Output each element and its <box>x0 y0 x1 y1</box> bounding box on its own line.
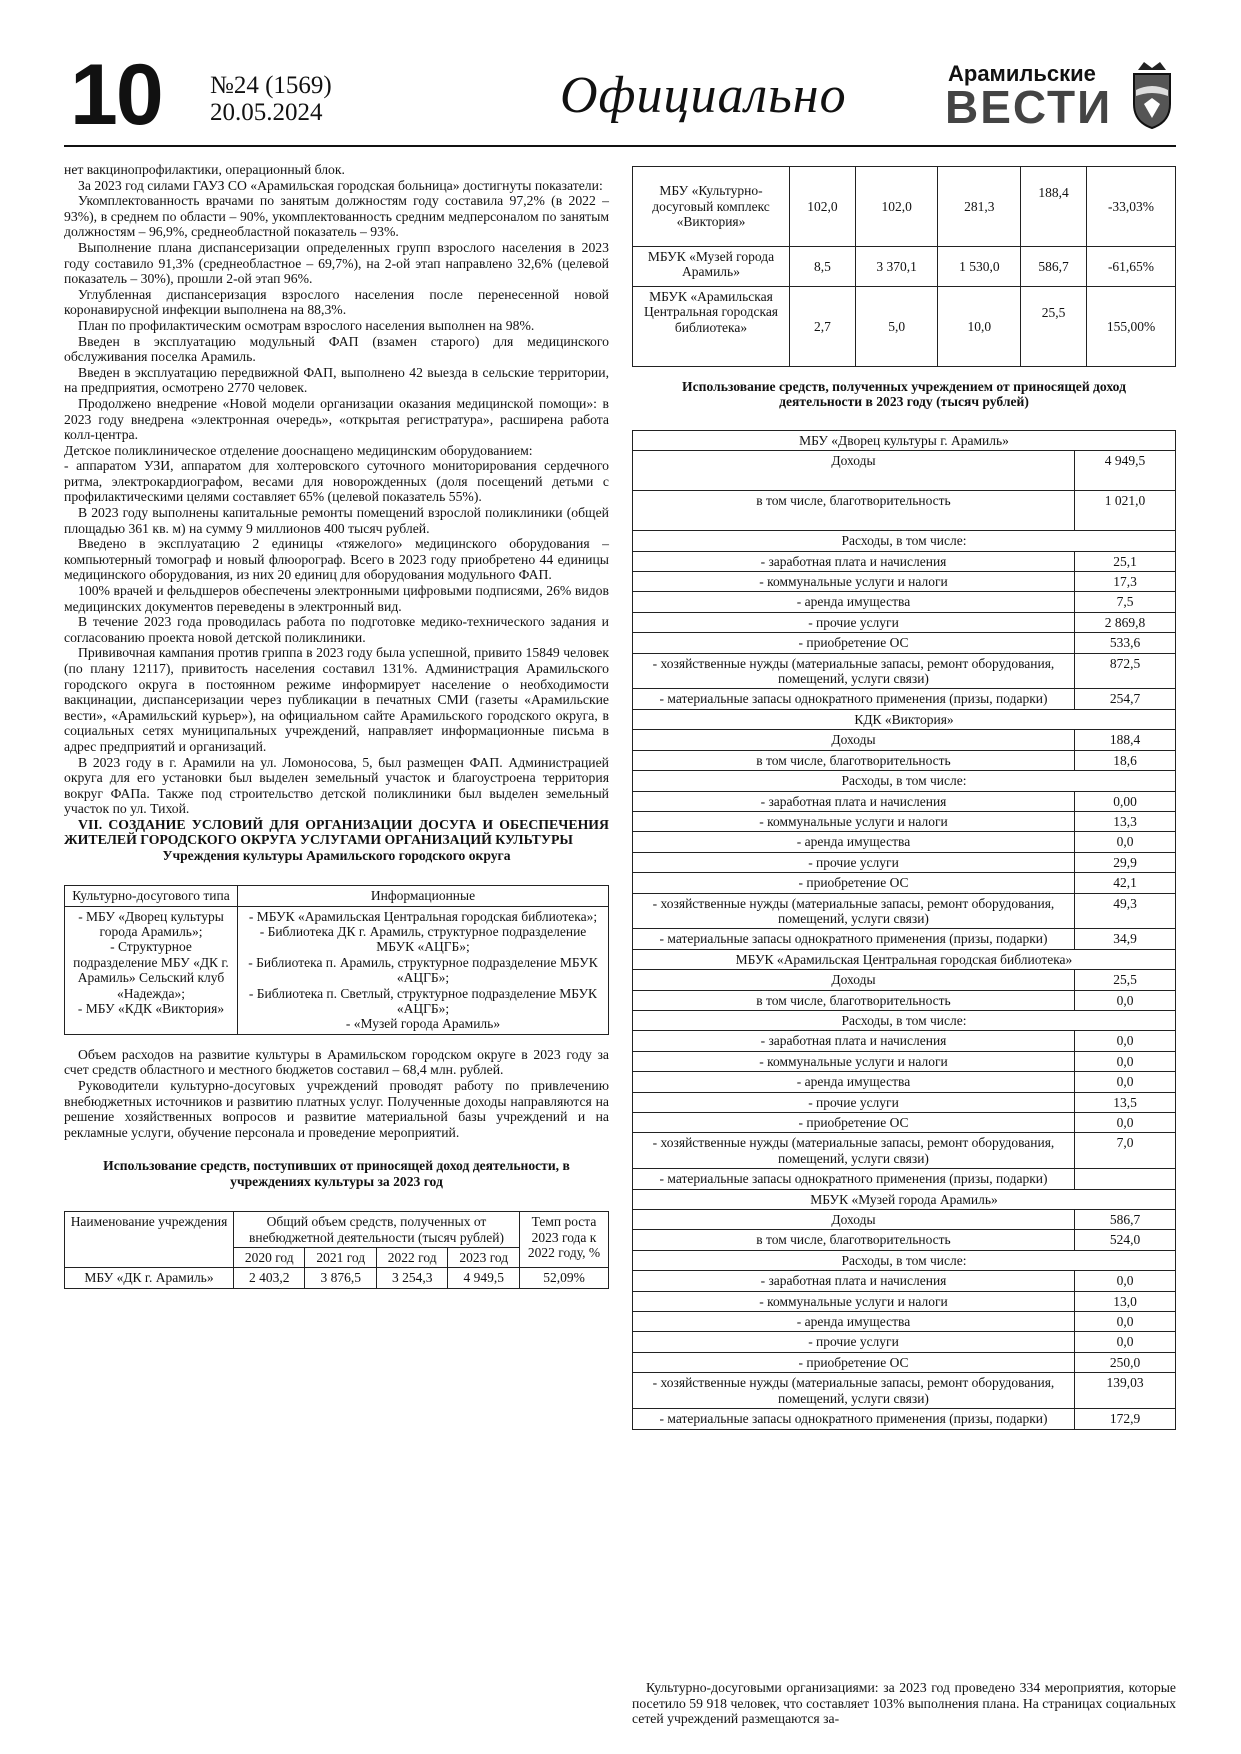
usage-item-label: в том числе, благотворительность <box>633 1230 1075 1250</box>
usage-item-label: - материальные запасы однократного применения (призы, подарки) <box>633 929 1075 949</box>
usage-row <box>633 653 1176 689</box>
usage-section-header: МБУ «Дворец культуры г. Арамиль» <box>633 430 1176 450</box>
issue-number: №24 (1569) <box>210 72 332 99</box>
value-cell: 2 403,2 <box>234 1268 305 1288</box>
usage-item-value: 0,00 <box>1075 791 1176 811</box>
usage-row <box>633 873 1176 893</box>
institution-name: МБУК «Музей города Арамиль» <box>633 247 790 287</box>
paragraph: Введен в эксплуатацию передвижной ФАП, выполнено 42 выезда в сельские территории, на предприятия, осмотрено 2770 человек. <box>64 364 609 396</box>
usage-item-label: - заработная плата и начисления <box>633 1031 1075 1051</box>
usage-item-value: 0,0 <box>1075 1051 1176 1071</box>
usage-item-label: - прочие услуги <box>633 612 1075 632</box>
paragraph: План по профилактическим осмотрам взрослого населения выполнен на 98%. <box>78 317 535 333</box>
usage-section-row <box>633 430 1176 450</box>
rate-cell: 52,09% <box>520 1268 609 1288</box>
paragraph: Продолжено внедрение «Новой модели организации оказания медицинской помощи»: в 2023 году внедрена «электронная очередь», «открытая регистратура», расширена работа колл-центра. <box>64 395 609 443</box>
usage-row <box>633 1312 1176 1332</box>
usage-row <box>633 811 1176 831</box>
usage-item-value: 139,03 <box>1075 1373 1176 1409</box>
value-cell: 10,0 <box>938 287 1021 367</box>
coat-of-arms-icon <box>1130 60 1174 130</box>
paragraph: Введено в эксплуатацию 2 единицы «тяжелого» медицинского оборудования – компьютерный томограф и новый флюорограф. Всего в 2023 году приобретено 44 единицы медицинского оборудования, из них 20 единиц для оборудования модульного ФАП. <box>64 536 609 583</box>
value-cell: 586,7 <box>1021 247 1087 287</box>
usage-row <box>633 893 1176 929</box>
usage-item-value: 25,1 <box>1075 551 1176 571</box>
usage-section-header: КДК «Виктория» <box>633 709 1176 729</box>
usage-item-label: - аренда имущества <box>633 1072 1075 1092</box>
usage-row <box>633 1291 1176 1311</box>
usage-item-label: - коммунальные услуги и налоги <box>633 572 1075 592</box>
value-cell: 102,0 <box>790 167 856 247</box>
usage-row <box>633 791 1176 811</box>
paragraph: За 2023 год силами ГАУЗ СО «Арамильская городская больница» достигнуты показатели: <box>78 177 603 193</box>
income-table-continued <box>632 166 1176 367</box>
usage-row <box>633 750 1176 770</box>
usage-row <box>633 929 1176 949</box>
income-header-name: Наименование учреждения <box>65 1212 234 1268</box>
usage-item-label: - аренда имущества <box>633 832 1075 852</box>
usage-item-value: 17,3 <box>1075 572 1176 592</box>
paragraph: Выполнение плана диспансеризации определенных групп взрослого населения в 2023 году составило 91,3% (среднеобластное – 69,7%), на 2-ой этап направлено 32,6% (целевой показатель – 30%), прошли 2-ой этап 96%. <box>64 239 609 287</box>
year-header: 2020 год <box>234 1248 305 1268</box>
usage-item-label: - прочие услуги <box>633 1332 1075 1352</box>
usage-row <box>633 730 1176 750</box>
usage-table-caption: Использование средств, полученных учреждением от приносящей доход деятельности в 2023 году (тысяч рублей) <box>682 379 1126 410</box>
issue-date: 20.05.2024 <box>210 99 323 126</box>
usage-section-row <box>633 949 1176 969</box>
usage-item-value: 0,0 <box>1075 990 1176 1010</box>
usage-item-value: 0,0 <box>1075 1072 1176 1092</box>
usage-item-label: Доходы <box>633 1210 1075 1230</box>
usage-row <box>633 1373 1176 1409</box>
usage-row <box>633 1230 1176 1250</box>
usage-item-label: - хозяйственные нужды (материальные запасы, ремонт оборудования, помещений, услуги связи) <box>633 1133 1075 1169</box>
usage-item-value: 25,5 <box>1075 970 1176 990</box>
value-cell: 4 949,5 <box>448 1268 520 1288</box>
table-row <box>633 167 1176 247</box>
year-header: 2021 год <box>305 1248 376 1268</box>
usage-section-header: Расходы, в том числе: <box>633 1010 1176 1030</box>
usage-item-value: 49,3 <box>1075 893 1176 929</box>
usage-item-value: 0,0 <box>1075 1031 1176 1051</box>
paragraph: Введен в эксплуатацию модульный ФАП (взамен старого) для медицинского обслуживания поселка Арамиль. <box>64 333 609 365</box>
income-table-caption: Использование средств, поступивших от приносящей доход деятельности, в учреждениях культуры за 2023 год <box>103 1158 570 1189</box>
right-column <box>632 166 1176 1430</box>
usage-item-value: 524,0 <box>1075 1230 1176 1250</box>
usage-row <box>633 1271 1176 1291</box>
value-cell: 281,3 <box>938 167 1021 247</box>
usage-item-value: 872,5 <box>1075 653 1176 689</box>
income-header-rate: Темп роста 2023 года к 2022 году, % <box>520 1212 609 1268</box>
usage-row <box>633 1352 1176 1372</box>
usage-row <box>633 832 1176 852</box>
paragraph: Руководители культурно-досуговых учреждений проводят работу по привлечению внебюджетных источников и развитию платных услуг. Полученные доходы направляются на решение хозяйственных вопросов и развитие материальной базы учреждений и на рекламные услуги, обучение персонала и проведение мероприятий. <box>64 1078 609 1140</box>
usage-item-value: 0,0 <box>1075 1312 1176 1332</box>
income-table <box>64 1211 609 1289</box>
usage-row <box>633 970 1176 990</box>
usage-item-label: - коммунальные услуги и налоги <box>633 811 1075 831</box>
usage-item-value: 533,6 <box>1075 633 1176 653</box>
usage-item-label: - хозяйственные нужды (материальные запасы, ремонт оборудования, помещений, услуги связи) <box>633 653 1075 689</box>
usage-item-label: - приобретение ОС <box>633 1352 1075 1372</box>
usage-item-value: 2 869,8 <box>1075 612 1176 632</box>
institution-item: - МБУ «Дворец культуры города Арамиль»; <box>78 908 224 939</box>
institutions-caption: Учреждения культуры Арамильского городского округа <box>162 847 511 863</box>
usage-item-value: 0,0 <box>1075 1332 1176 1352</box>
usage-item-value: 4 949,5 <box>1075 451 1176 491</box>
value-cell: 3 370,1 <box>855 247 938 287</box>
institution-item: - Библиотека п. Светлый, структурное подразделение МБУК «АЦГБ»; <box>248 985 598 1016</box>
value-cell: 188,4 <box>1021 167 1087 247</box>
year-header: 2022 год <box>376 1248 447 1268</box>
usage-item-value: 7,0 <box>1075 1133 1176 1169</box>
institution-item: - МБУК «Арамильская Центральная городская библиотека»; <box>248 908 598 924</box>
income-header-total: Общий объем средств, полученных от внебюджетной деятельности (тысяч рублей) <box>234 1212 520 1248</box>
value-cell: 1 530,0 <box>938 247 1021 287</box>
usage-row <box>633 1169 1176 1189</box>
usage-item-value: 172,9 <box>1075 1409 1176 1429</box>
usage-item-value: 13,0 <box>1075 1291 1176 1311</box>
usage-item-label: в том числе, благотворительность <box>633 491 1075 531</box>
usage-item-label: - материальные запасы однократного применения (призы, подарки) <box>633 1409 1075 1429</box>
institution-name: МБУ «Культурно-досуговый комплекс «Виктория» <box>633 167 790 247</box>
usage-section-row <box>633 709 1176 729</box>
value-cell: 25,5 <box>1021 287 1087 367</box>
usage-item-value: 0,0 <box>1075 832 1176 852</box>
usage-row <box>633 572 1176 592</box>
usage-item-label: в том числе, благотворительность <box>633 990 1075 1010</box>
usage-table <box>632 430 1176 1430</box>
usage-item-label: - коммунальные услуги и налоги <box>633 1051 1075 1071</box>
usage-row <box>633 1051 1176 1071</box>
usage-item-label: - хозяйственные нужды (материальные запасы, ремонт оборудования, помещений, услуги связи) <box>633 1373 1075 1409</box>
institution-item: - Структурное подразделение МБУ «ДК г. Арамиль» Сельский клуб «Надежда»; <box>73 939 229 1001</box>
usage-row <box>633 1092 1176 1112</box>
usage-item-value: 0,0 <box>1075 1113 1176 1133</box>
info-institutions-cell <box>238 906 609 1034</box>
table-row <box>633 247 1176 287</box>
institutions-header-info: Информационные <box>238 886 609 906</box>
usage-row <box>633 1210 1176 1230</box>
usage-item-label: - приобретение ОС <box>633 633 1075 653</box>
usage-row <box>633 451 1176 491</box>
usage-item-value: 1 021,0 <box>1075 491 1176 531</box>
institutions-header-leisure: Культурно-досугового типа <box>65 886 238 906</box>
paragraph: В течение 2023 года проводилась работа по подготовке медико-технического задания и согласованию проекта новой детской поликлиники. <box>64 614 609 645</box>
year-header: 2023 год <box>448 1248 520 1268</box>
value-cell: 5,0 <box>855 287 938 367</box>
chapter-heading: VII. СОЗДАНИЕ УСЛОВИЙ ДЛЯ ОРГАНИЗАЦИИ ДОСУГА И ОБЕСПЕЧЕНИЯ ЖИТЕЛЕЙ ГОРОДСКОГО ОКРУГА УСЛУГАМИ ОРГАНИЗАЦИЙ КУЛЬТУРЫ <box>64 816 609 848</box>
usage-item-label: - заработная плата и начисления <box>633 551 1075 571</box>
usage-item-value: 7,5 <box>1075 592 1176 612</box>
paragraph: 100% врачей и фельдшеров обеспечены электронными цифровыми подписями, 26% видов медицинских документов переведены в электронный вид. <box>64 583 609 614</box>
usage-item-value: 13,5 <box>1075 1092 1176 1112</box>
usage-section-header: Расходы, в том числе: <box>633 1250 1176 1270</box>
table-row <box>65 1268 609 1288</box>
usage-item-label: - заработная плата и начисления <box>633 791 1075 811</box>
left-column <box>64 162 609 1289</box>
usage-item-label: Доходы <box>633 970 1075 990</box>
issue-info <box>210 72 332 126</box>
paragraph: Углубленная диспансеризация взрослого населения после перенесенной новой коронавирусной инфекции выполнена на 88,3%. <box>64 286 609 318</box>
page-number: 10 <box>70 47 162 143</box>
paragraph: - аппаратом УЗИ, аппаратом для холтеровского суточного мониторирования сердечного ритма, электрокардиографом, весами для новорожденных (доля посещений детьми с профилактическими целями составляет 65% (целевой показатель 55%). <box>64 458 609 505</box>
usage-item-label: - прочие услуги <box>633 852 1075 872</box>
usage-item-value: 0,0 <box>1075 1271 1176 1291</box>
usage-section-row <box>633 1189 1176 1209</box>
usage-item-label: - аренда имущества <box>633 592 1075 612</box>
usage-section-header: МБУК «Арамильская Центральная городская библиотека» <box>633 949 1176 969</box>
institution-item: - Библиотека ДК г. Арамиль, структурное подразделение МБУК «АЦГБ»; <box>259 923 587 955</box>
usage-row <box>633 551 1176 571</box>
paragraph: Объем расходов на развитие культуры в Арамильском городском округе в 2023 году за счет средств областного и местного бюджетов составил – 68,4 млн. рублей. <box>64 1046 609 1078</box>
usage-item-value: 586,7 <box>1075 1210 1176 1230</box>
value-cell: 2,7 <box>790 287 856 367</box>
value-cell: 3 254,3 <box>376 1268 447 1288</box>
usage-row <box>633 1031 1176 1051</box>
usage-item-value: 29,9 <box>1075 852 1176 872</box>
usage-item-value: 34,9 <box>1075 929 1176 949</box>
paragraph: Укомплектованность врачами по занятым должностям году составила 97,2% (в 2022 – 93%), в среднем по области – 90%, укомплектованность средним медперсоналом по занятым должностям – 96,9%, среднеобластной показатель – 93%. <box>64 193 609 240</box>
usage-item-label: - материальные запасы однократного применения (призы, подарки) <box>633 689 1075 709</box>
rate-cell: 155,00% <box>1087 287 1176 367</box>
institution-item: - МБУ «КДК «Виктория» <box>77 1001 225 1016</box>
usage-item-label: - материальные запасы однократного применения (призы, подарки) <box>633 1169 1075 1189</box>
rubric-title: Официально <box>560 67 847 124</box>
usage-row <box>633 689 1176 709</box>
leisure-institutions-cell <box>65 906 238 1034</box>
usage-item-label: в том числе, благотворительность <box>633 750 1075 770</box>
usage-section-header: Расходы, в том числе: <box>633 531 1176 551</box>
institution-name: МБУ «ДК г. Арамиль» <box>65 1268 234 1288</box>
usage-item-label: - приобретение ОС <box>633 1113 1075 1133</box>
usage-item-value <box>1075 1169 1176 1189</box>
institution-item: - «Музей города Арамиль» <box>345 1016 501 1032</box>
usage-item-label: - аренда имущества <box>633 1312 1075 1332</box>
usage-row <box>633 1133 1176 1169</box>
rate-cell: -33,03% <box>1087 167 1176 247</box>
usage-item-value: 188,4 <box>1075 730 1176 750</box>
header-rule <box>64 145 1176 147</box>
paragraph: Культурно-досуговыми организациями: за 2023 год проведено 334 мероприятия, которые посетило 59 918 человек, что составляет 103% выполнения плана. На страницах социальных сетей учреждений размещаются за- <box>632 1680 1176 1727</box>
usage-item-label: - прочие услуги <box>633 1092 1075 1112</box>
usage-section-header: Расходы, в том числе: <box>633 771 1176 791</box>
usage-item-value: 18,6 <box>1075 750 1176 770</box>
usage-row <box>633 852 1176 872</box>
institution-item: - Библиотека п. Арамиль, структурное подразделение МБУК «АЦГБ»; <box>248 954 598 986</box>
paragraph: нет вакцинопрофилактики, операционный блок. <box>64 162 345 177</box>
paragraph: Детское поликлиническое отделение дооснащено медицинским оборудованием: <box>64 442 533 458</box>
usage-row <box>633 1113 1176 1133</box>
paragraph: В 2023 году выполнены капитальные ремонты помещений взрослой поликлиники (общей площадью 361 кв. м) на сумму 9 миллионов 400 тысяч рублей. <box>64 505 609 536</box>
usage-row <box>633 1409 1176 1429</box>
usage-item-value: 250,0 <box>1075 1352 1176 1372</box>
value-cell: 8,5 <box>790 247 856 287</box>
paragraph: В 2023 году в г. Арамили на ул. Ломоносова, 5, был размещен ФАП. Администрацией округа для его установки был выделен земельный участок и благоустроена территория вокруг ФАПа. Также под строительство детской поликлиники был выделен земельный участок по ул. Тихой. <box>64 754 609 817</box>
usage-item-value: 13,3 <box>1075 811 1176 831</box>
usage-item-label: - приобретение ОС <box>633 873 1075 893</box>
value-cell: 102,0 <box>855 167 938 247</box>
page-header <box>0 0 1241 146</box>
usage-row <box>633 491 1176 531</box>
usage-item-value: 254,7 <box>1075 689 1176 709</box>
usage-section-row <box>633 1010 1176 1030</box>
rate-cell: -61,65% <box>1087 247 1176 287</box>
brand-name-line2: ВЕСТИ <box>945 81 1113 133</box>
usage-item-label: - хозяйственные нужды (материальные запасы, ремонт оборудования, помещений, услуги связи) <box>633 893 1075 929</box>
usage-item-label: Доходы <box>633 451 1075 491</box>
usage-item-label: - заработная плата и начисления <box>633 1271 1075 1291</box>
usage-row <box>633 612 1176 632</box>
usage-section-header: МБУК «Музей города Арамиль» <box>633 1189 1176 1209</box>
usage-section-row <box>633 771 1176 791</box>
usage-item-label: - коммунальные услуги и налоги <box>633 1291 1075 1311</box>
usage-row <box>633 990 1176 1010</box>
paragraph: Прививочная кампания против гриппа в 2023 году была успешной, привито 15849 человек (по плану 12117), привитость населения составил 131%. Администрация Арамильского городского округа в постоянном режиме информирует население о необходимости вакцинации, диспансеризации через публикации в печатных СМИ (газеты «Арамильские вести», «Арамильский курьер»), на официальном сайте Арамильского городского округа, в социальных сетях муниципальных учреждений, направляет информационные письма в адрес предприятий и организаций. <box>64 645 609 754</box>
usage-row <box>633 633 1176 653</box>
usage-row <box>633 1332 1176 1352</box>
table-row <box>633 287 1176 367</box>
usage-item-value: 42,1 <box>1075 873 1176 893</box>
value-cell: 3 876,5 <box>305 1268 376 1288</box>
usage-section-row <box>633 1250 1176 1270</box>
usage-item-label: Доходы <box>633 730 1075 750</box>
usage-row <box>633 1072 1176 1092</box>
usage-row <box>633 592 1176 612</box>
institution-name: МБУК «Арамильская Центральная городская библиотека» <box>633 287 790 367</box>
usage-section-row <box>633 531 1176 551</box>
brand-name-line1: Арамильские <box>948 61 1096 86</box>
bottom-text <box>632 1680 1176 1727</box>
institutions-table <box>64 885 609 1035</box>
